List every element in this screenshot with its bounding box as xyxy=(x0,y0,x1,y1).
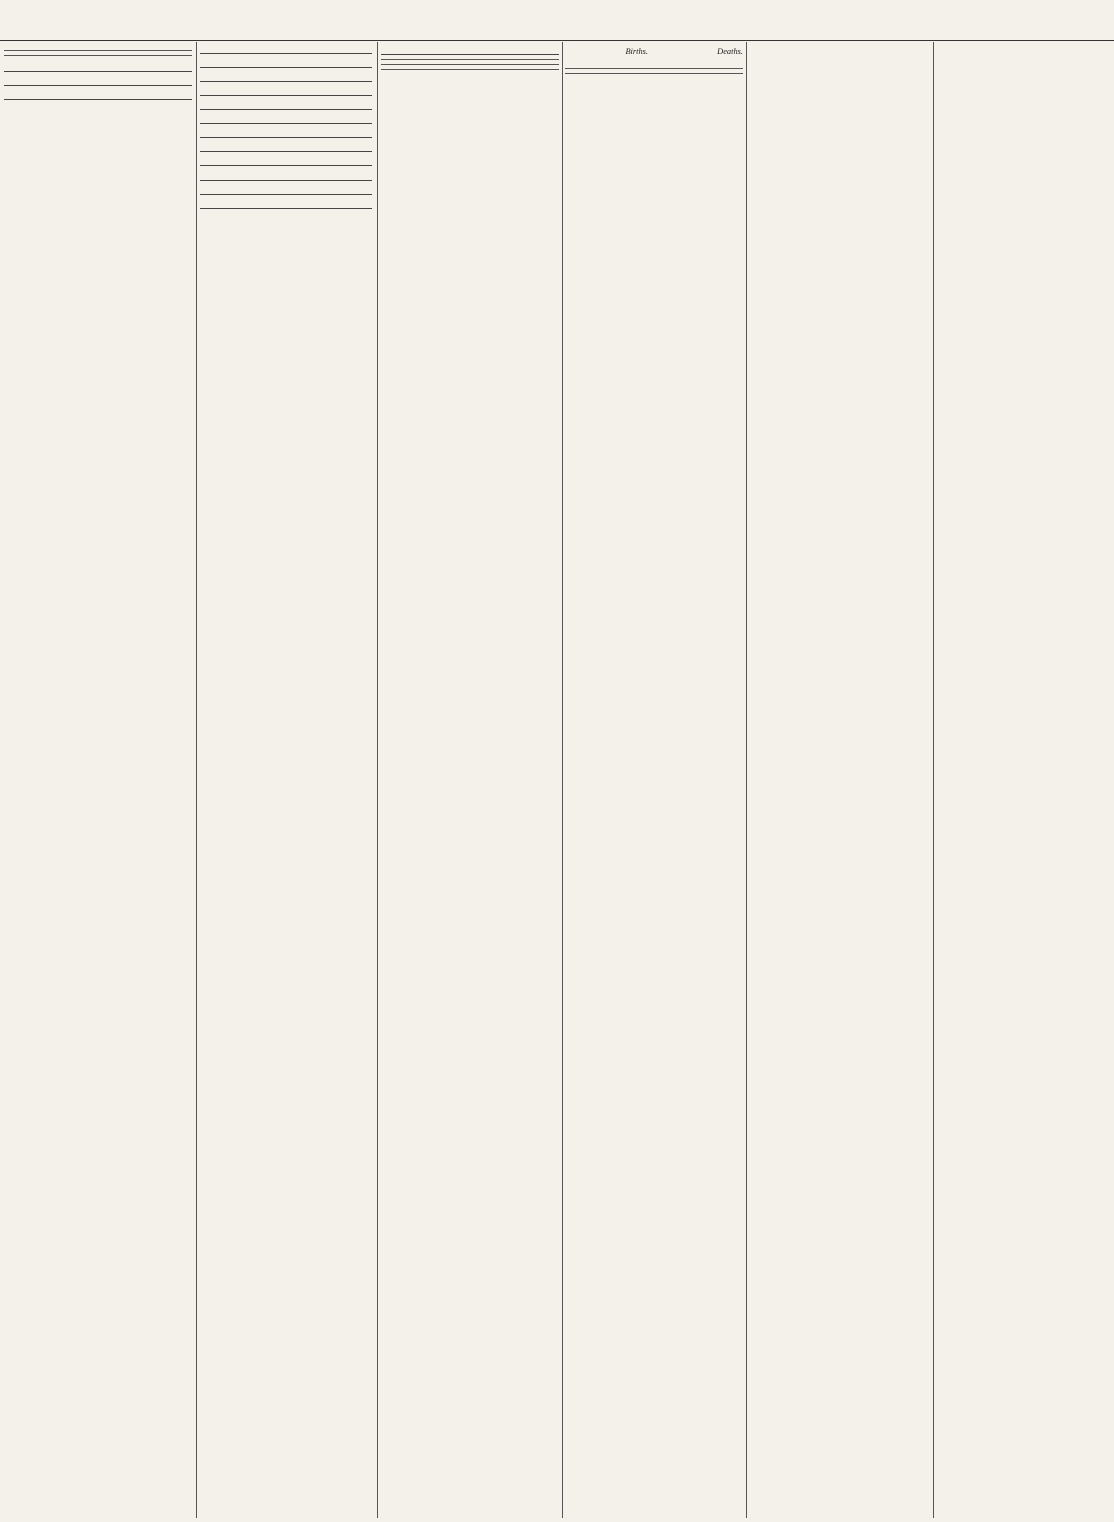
column-divider xyxy=(377,42,378,1518)
column-news-continued xyxy=(936,44,1110,1514)
advertisement-clothing-factory xyxy=(200,142,372,152)
column-header: Births. xyxy=(625,47,649,56)
column-advertisements xyxy=(200,44,372,1514)
divider xyxy=(565,68,743,69)
classified-wanted xyxy=(200,100,372,110)
column-telegrams xyxy=(565,44,743,1514)
advertisement-anderson-boots xyxy=(200,185,372,195)
classified-wanted xyxy=(200,114,372,124)
classified-found xyxy=(200,128,372,138)
advertisement-central-sale-rooms xyxy=(200,170,372,181)
column-leader xyxy=(381,44,559,1514)
divider xyxy=(565,73,743,74)
divider xyxy=(381,59,559,60)
advertisement-st-pauls xyxy=(4,90,192,100)
divider xyxy=(381,69,559,70)
column-news-of-the-day xyxy=(750,44,930,1514)
advertisement-oddfellows-picnic xyxy=(200,199,372,209)
column-divider xyxy=(746,42,747,1518)
column-divider xyxy=(196,42,197,1518)
classified-wanted xyxy=(200,44,372,54)
classified-wanted xyxy=(200,58,372,68)
classified-wanted xyxy=(200,86,372,96)
column-divider xyxy=(562,42,563,1518)
classified-wanted xyxy=(200,72,372,82)
divider xyxy=(4,50,192,51)
advertisement-press-almanac xyxy=(381,44,559,55)
advertisement-standard-insurance xyxy=(4,76,192,86)
advertisement-clifford-auction xyxy=(200,156,372,166)
births-deaths-table xyxy=(565,47,743,58)
column-shipping xyxy=(4,44,192,1514)
advertisement-union-insurance xyxy=(4,62,192,72)
column-divider xyxy=(933,42,934,1518)
divider xyxy=(381,64,559,65)
divider xyxy=(4,55,192,56)
column-header: Deaths. xyxy=(717,47,743,56)
masthead xyxy=(0,0,1114,41)
